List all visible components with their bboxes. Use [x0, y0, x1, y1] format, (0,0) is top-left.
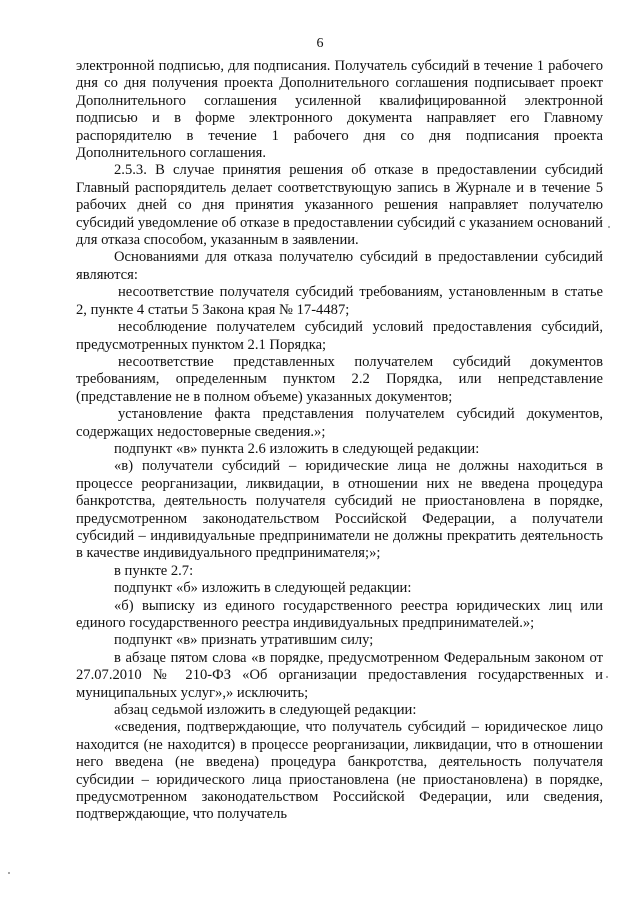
paragraph-2-5-3: 2.5.3. В случае принятия решения об отказе в предоставлении субсидий Главный распорядитель делает соответствующую запись в Журнале и в течение 5 рабочих дней со дня принятия указанного решения направляет получателю субсидий уведомление об отказе в предоставлении субсидий с указанием оснований для отказа способом, указанным в заявлении. — [76, 162, 603, 249]
paragraph-amend-2-7: в пункте 2.7: — [114, 562, 194, 579]
paragraph-amend-seventh-clause: абзац седьмой изложить в следующей редакции: — [114, 702, 417, 719]
paragraph-refusal-ground-4: установление факта представления получателем субсидий документов, содержащих недостоверные сведения.»; — [76, 406, 603, 440]
page-number: 6 — [316, 36, 324, 51]
paragraph-refusal-grounds-intro: Основаниями для отказа получателю субсидий в предоставлении субсидий являются: — [76, 249, 603, 283]
paragraph-2-6-v-text: «в) получатели субсидий – юридические лица не должны находиться в процессе реорганизации, ликвидации, в отношении них не введена процедура банкротства, деятельность получателя субсидий не приостановлена в порядке, предусмотренном законодательством Российской Федерации, а получатели субсидий – индивидуальные предприниматели не должны прекратить деятельность в качестве индивидуального предпринимателя;»; — [76, 458, 603, 562]
scan-speck — [8, 872, 10, 874]
paragraph-seventh-clause-text: «сведения, подтверждающие, что получатель субсидий – юридическое лицо находится (не находится) в процессе реорганизации, ликвидации, что в отношении него введена (не введена) процедура банкротства, деятельность получателя субсидии – юридического лица приостановлена (не приостановлена) в порядке, предусмотренном законодательством Российской Федерации, или сведения, подтверждающие, что получатель — [76, 719, 603, 823]
paragraph-amend-fifth-clause: в абзаце пятом слова «в порядке, предусмотренном Федеральным законом от 27.07.2010 № 210-ФЗ «Об организации предоставления государственных и муниципальных услуг»,» исключить; — [76, 649, 603, 701]
paragraph-refusal-ground-3: несоответствие представленных получателем субсидий документов требованиям, определенным пунктом 2.2 Порядка, или непредставление (представление не в полном объеме) указанных документов; — [76, 353, 603, 405]
paragraph-refusal-ground-2: несоблюдение получателем субсидий условий предоставления субсидий, предусмотренных пунктом 2.1 Порядка; — [76, 319, 603, 353]
paragraph-2-7-v-void: подпункт «в» признать утратившим силу; — [114, 632, 374, 649]
paragraph-2-7-b-text: «б) выписку из единого государственного реестра юридических лиц или единого государственного реестра индивидуальных предпринимателей.»; — [76, 597, 603, 631]
paragraph-signing-procedure: электронной подписью, для подписания. Получатель субсидий в течение 1 рабочего дня со дня получения проекта Дополнительного соглашения подписывает проект Дополнительного соглашения усиленной квалифицированной электронной подписью и в форме электронного документа направляет его Главному распорядителю в течение 1 рабочего дня со дня подписания проекта Дополнительного соглашения. — [76, 58, 603, 162]
scan-speck — [606, 676, 608, 678]
paragraph-amend-2-7-b: подпункт «б» изложить в следующей редакции: — [114, 580, 412, 597]
scan-speck — [608, 226, 610, 228]
document-body — [76, 58, 603, 824]
paragraph-refusal-ground-1: несоответствие получателя субсидий требованиям, установленным в статье 2, пункте 4 статьи 5 Закона края № 17-4487; — [76, 284, 603, 318]
paragraph-amend-2-6: подпункт «в» пункта 2.6 изложить в следующей редакции: — [114, 440, 480, 457]
